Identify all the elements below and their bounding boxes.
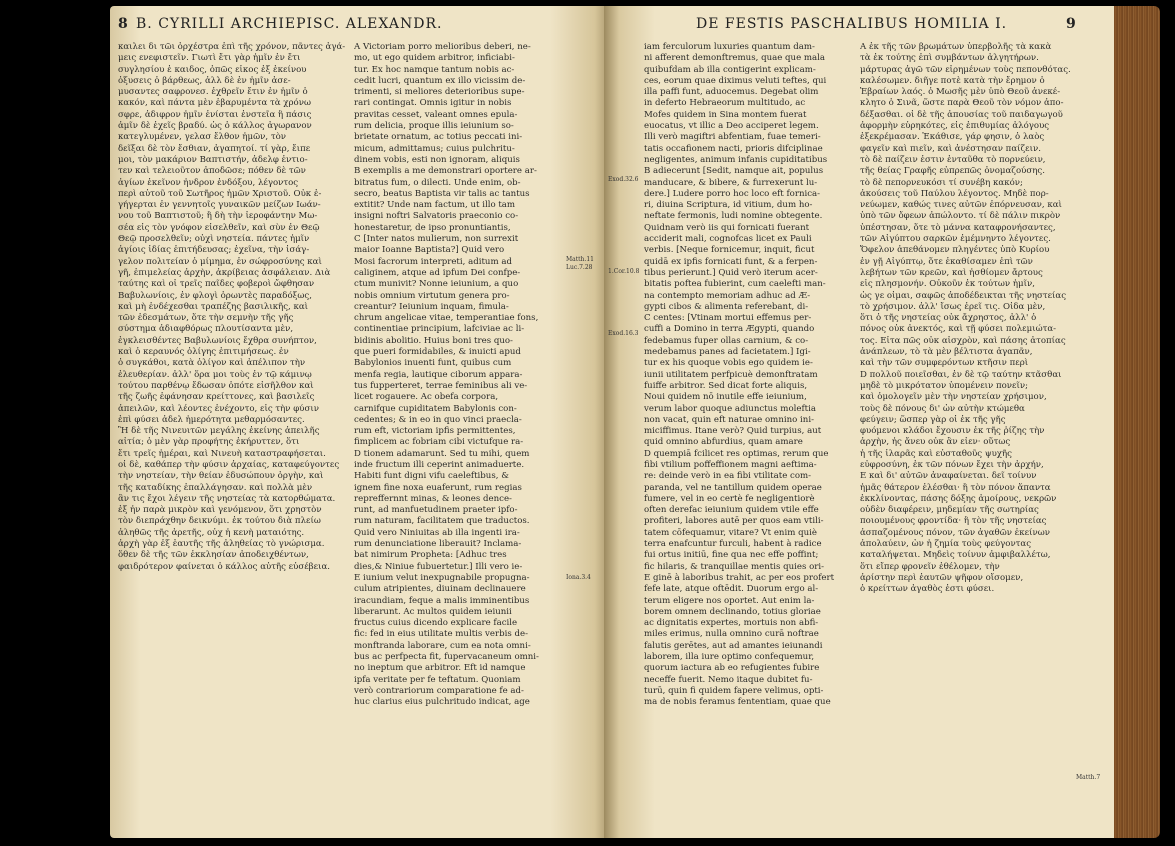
text-line: σέα εἰς τὸν γνόφον εἰσελθεῖν, καὶ σὺν ἐν Θεῷ — [118, 222, 320, 233]
text-line: καὶ μὴ ἐνδέχεσθαι τραπέζης βασιλικῆς, καὶ — [118, 301, 309, 312]
text-line: creantur? Ieiunium inquam, fimula- — [354, 301, 509, 312]
text-line: ni afferent demonftremus, quae que mala — [644, 53, 826, 64]
text-line: tur ex his quoque vobis ego quidem ie- — [644, 358, 813, 369]
text-line: ὁ συγκάθοι, κατὰ ὀλίγον καὶ ἀπέλιπον τὴν — [118, 358, 306, 369]
right-latin-column — [644, 42, 854, 709]
text-line: monftranda laborare, cum ea nota omni- — [354, 640, 531, 651]
text-line: fibi vtilium poffeffionem magni aeftima- — [644, 459, 817, 470]
text-line: fumere, vel in eo certè fe negligentiorè — [644, 493, 815, 504]
text-line: γελον πολιτείαν ὁ μίμημα, ἐν σώφροσύνης καὶ — [118, 256, 322, 267]
text-line: fructus cuius dicendo explicare facile — [354, 618, 518, 629]
text-line: ὡς γε οἶμαι, σαφῶς ἀποδέδεικται τῆς νηστείας — [860, 290, 1067, 301]
book-page-edges — [1114, 6, 1160, 838]
text-line: ἐξ ἧν παρὰ μικρὸν καὶ γενόμενον, ὅτι χρηστὸν — [118, 505, 322, 516]
margin-note: Exod.16.3 — [608, 330, 639, 337]
text-line: neftate fermonis, ludi nomine obtegente. — [644, 211, 823, 222]
right-running-title: DE FESTIS PASCHALIBUS HOMILIA I. — [696, 16, 1008, 32]
text-line: gypti cibos & alimenta referebant, di- — [644, 301, 809, 312]
text-line: τὸ χρήσιμον. ἀλλ' ἴσως ἐρεῖ τις. Οἶδα μὲν, — [860, 301, 1046, 312]
text-line: often derefac ieiunium quidem vtile effe — [644, 505, 819, 516]
text-line: σφρε, ἀδιφρον ἡμῖν ἐνίσται ἐνστεῖα ἢ πάσις — [118, 109, 312, 120]
text-line: τῆς ζωῆς ἐφάνησαν κρείττονες, καὶ βασιλεῖς — [118, 392, 315, 403]
text-line: terra enafcuntur furculi, habent à radice — [644, 539, 822, 550]
text-line: περὶ αὐτοῦ τοῦ Σωτῆρος ἡμῶν Χριστοῦ. Οὐκ ἐ- — [118, 188, 322, 199]
text-line: liberarunt. Ac multos quidem ieiunii — [354, 606, 512, 617]
text-line: τὰ ἐκ τούτης ἐπὶ συμβάντων ἀλγητήρων. — [860, 53, 1039, 64]
text-line: νου τοῦ Βαπτιστοῦ; ἢ δὴ τὴν ἱεροφάντην Μω- — [118, 211, 318, 222]
text-line: dies,& Niniue fubuertetur.] Illi vero ie- — [354, 561, 523, 572]
text-line: ἐξεκρέμασαν. Ἐκάθισε, γάρ φησιν, ὁ λαὸς — [860, 132, 1045, 143]
text-line: Βαβυλωνίοις, ἐν φλογὶ ὁρωντὲς παραδόξως, — [118, 290, 312, 301]
margin-note: Luc.7.28 — [566, 264, 593, 271]
text-line: bat nimirum Propheta: [Adhuc tres — [354, 550, 507, 561]
text-line: Mosi facrorum interpreti, aditum ad — [354, 256, 512, 267]
text-line: λεβήτων τῶν κρεῶν, καὶ ἠσθίομεν ἄρτους — [860, 267, 1043, 278]
text-line: bitatis poftea fubierint, cum caelefti man- — [644, 279, 826, 290]
text-line: ἀπολαύειν, ὧν ἡ ζημία τοὺς φεύγοντας — [860, 539, 1032, 550]
text-line: huc clarius eius pulchritudo indicat, age — [354, 697, 530, 708]
text-line: falutis gerētes, aut ad amantes ieiunandi — [644, 640, 823, 651]
text-line: τῶν Αἰγύπτου σαρκῶν ἐμέμνηντο λέγοντες. — [860, 234, 1051, 245]
text-line: tur. Ex hoc namque tantum nobis ac- — [354, 64, 515, 75]
text-line: Ὄφελον ἀπεθάνομεν πληγέντες ὑπὸ Κυρίου — [860, 245, 1050, 256]
text-line: re: deinde verò in ea fibi vtilitate com- — [644, 471, 812, 482]
text-line: ἐν γῇ Αἰγύπτῳ, ὅτε ἐκαθίσαμεν ἐπὶ τῶν — [860, 256, 1033, 267]
text-line: E καὶ δι' αὐτῶν ἀναφαίνεται. δεῖ τοίνυν — [860, 471, 1037, 482]
text-line: σύστημα ἀδιαφθόρως πλουτίσαντα μὲν, — [118, 324, 294, 335]
text-line: Θεῷ προσελθεῖν; οὐχὶ νηστεία. πάντες ἡμῖν — [118, 234, 310, 245]
right-page-header — [604, 16, 1114, 38]
text-line: A Victoriam porro melioribus deberi, ne- — [354, 42, 531, 52]
text-line: Habiti funt digni vifu caeleftibus, & — [354, 471, 509, 482]
text-line: quorum iactura ab eo refugientes fubire — [644, 663, 820, 674]
text-line: B exemplis a me demonstrari oportere ar- — [354, 166, 537, 177]
text-line: dinem vobis, esti non ignoram, aliquis — [354, 154, 520, 165]
text-line: ἐλευθερίαν. ἀλλ' ὅρα μοι τοὺς ἐν τῷ κάμινῳ — [118, 369, 312, 380]
text-line: ἔτι τρεῖς ἡμέραι, καὶ Νινευὴ καταστραφήσεται. — [118, 448, 326, 459]
text-line: ἀρχὴν, ἧς ἄνευ οὐκ ἂν εἶεν· οὕτως — [860, 437, 1011, 448]
text-line: φυόμενοι κλάδοι ἔχουσιν ἐκ τῆς ῥίζης τὴν — [860, 426, 1045, 437]
right-page — [604, 6, 1114, 838]
left-running-title: B. CYRILLI ARCHIEPISC. ALEXANDR. — [136, 16, 443, 32]
text-line: D tionem adamarunt. Sed tu mihi, quem — [354, 448, 530, 459]
text-line: γήγερται ἐν γεννητοῖς γυναικῶν μείζων Ιωάν- — [118, 200, 321, 211]
text-line: rum denunciatione liberauit? Inclama- — [354, 539, 522, 550]
text-line: pravitas cesset, valeant omnes epula- — [354, 109, 518, 120]
text-line: mo, ut ego quidem arbitror, inficiabi- — [354, 53, 515, 64]
text-line: rum delicia, proque illis ieiunium so- — [354, 121, 514, 132]
text-line: cuffi a Domino in terra Ægypti, quando — [644, 324, 815, 335]
text-line: δέξασθαι. οἱ δὲ τῆς ἀπουσίας τοῦ παιδαγωγοῦ — [860, 109, 1063, 120]
text-line: neceffe fuerit. Nemo itaque dubitet fu- — [644, 674, 813, 685]
text-line: negligentes, animum infanis cupiditatibus — [644, 154, 828, 165]
text-line: ἀμῖν δὲ ἐχεῖς βραδύ. ὡς ὁ κάλλος ἀγωρανον — [118, 121, 312, 132]
text-line: non vacat, quin eft naturae omnino ini- — [644, 414, 814, 425]
text-line: ὑπὸ τῶν ὄφεων ἀπώλοντο. τί δὲ πάλιν πικρὸν — [860, 211, 1061, 222]
text-line: συγλησίου ἐ καιδος, ὁπῶς εἶκος ἐξ ἐκείνου — [118, 64, 307, 75]
text-line: secro, beatus Baptista vir talis ac tantus — [354, 188, 530, 199]
left-page-header — [110, 16, 610, 38]
text-line: runt, ad manfuetudinem praeter ipfo- — [354, 505, 518, 516]
text-line: ctum munivit? Nonne ieiunium, a quo — [354, 279, 519, 290]
text-line: quid omnino abfurdius, quam amare — [644, 437, 803, 448]
text-line: iracundiam, feque a malis imminentibus — [354, 595, 530, 606]
text-line: ἀφορμὴν εὑρηκότες, εἰς ἐπιθυμίας ἀλόγους — [860, 121, 1050, 132]
text-line: εὐφροσύνη, ἐκ τῶν πόνων ἔχει τὴν ἀρχήν, — [860, 459, 1044, 470]
text-line: ὁ κρείττων ἀγαθὸς ἐστι φύσει. — [860, 584, 995, 595]
text-line: αἰτία; ὁ μὲν γὰρ προφήτης ἐκήρυττεν, ὅτι — [118, 437, 300, 448]
text-line: τῆς καταδίκης ἐπαλλάγησαν. καὶ πολλὰ μὲν — [118, 482, 313, 493]
text-line: ὅτι ὁ τῆς νηστείας οὐκ ἄχρηστος, ἀλλ' ὁ — [860, 313, 1037, 324]
text-line: tatem cōfequamur, vitare? Vt enim quiè — [644, 527, 817, 538]
text-line: ἐγκλεισθέντες Βαβυλωνίοις ἔχθρα συνήπτον, — [118, 335, 317, 346]
text-line: ἀρχὴ γὰρ ἐξ ἑαυτῆς τῆς ἀληθείας τὸ γνώρισμα. — [118, 539, 325, 550]
text-line: maior Ioanne Baptista?] Quid vero — [354, 245, 505, 256]
text-line: cedentes; & in eo in quo vinci praecla- — [354, 414, 522, 425]
text-line: bitratus fum, o dilecti. Unde enim, ob- — [354, 177, 521, 188]
text-line: ἡμᾶς θάτερον ἑλέσθαι· ἢ τὸν πόνον ἅπαντα — [860, 482, 1051, 493]
text-line: καλέσωμεν. διῆγε ποτὲ κατὰ τὴν ἔρημον ὁ — [860, 75, 1045, 86]
text-line: καὶ τὴν τῶν συμφερόντων κτῆσιν περὶ — [860, 358, 1029, 369]
text-line: φαγεῖν καὶ πιεῖν, καὶ ἀνέστησαν παίζειν. — [860, 143, 1041, 154]
text-line: ὅτι εἴπερ φρονεῖν ἐθέλομεν, τὴν — [860, 561, 1000, 572]
text-line: fimplicem ac fobriam cibi victufque ra- — [354, 437, 524, 448]
text-line: in deferto Hebraeorum multitudo, ac — [644, 98, 806, 109]
text-line: verò contrariorum comparatione fe ad- — [354, 685, 524, 696]
text-line: caliginem, atque ad ipfum Dei confpe- — [354, 267, 521, 278]
text-line: καὶ ὁ κεραυνός ὀλίγης ἐπιτιμήσεως. ἐν — [118, 347, 289, 358]
text-line: τὴν νηστείαν, τὴν θείαν ἐδυσώπουν ὀργὴν, καὶ — [118, 471, 324, 482]
text-line: chrum angelicae vitae, temperantiae fons, — [354, 313, 539, 324]
text-line: fuiffe arbitror. Sed dicat forte aliquis, — [644, 380, 808, 391]
text-line: Quid vero Niniuitas ab illa ingenti ira- — [354, 527, 520, 538]
text-line: εἰς πλησμονήν. Οὐκοῦν ἐκ τούτων ἡμῖν, — [860, 279, 1035, 290]
text-line: rum naturam, facilitatem que traductos. — [354, 516, 530, 527]
text-line: ποιουμένους φροντίδα· ἢ τὸν τῆς νηστείας — [860, 516, 1047, 527]
text-line: illa paffi funt, aduocemus. Degebat olim — [644, 87, 819, 98]
text-line: dere.] Ludere porro hoc loco eft fornica- — [644, 188, 821, 199]
text-line: κακόν, καὶ πάντα μὲν ἐβαρυμέντα τὰ χρόνω — [118, 98, 311, 109]
text-line: inde fructum illi ceperint animaduerte. — [354, 459, 525, 470]
text-line: Illi verò magiftri abfentiam, fuae temeri- — [644, 132, 821, 143]
text-line: μάρτυρας ἀγῶ τῶν εἰρημένων τοὺς πεπονθότας. — [860, 64, 1071, 75]
text-line: tatis occafionem nacti, prioris difciplinae — [644, 143, 823, 154]
text-line: τὸ δὲ πεπορνευκόσι τί συνέβη κακόν; — [860, 177, 1023, 188]
right-outer-margin — [1076, 6, 1112, 838]
text-line: τοὺς δὲ πόνους δι' ὧν αὐτὴν κτώμεθα — [860, 403, 1025, 414]
text-line: νεύωμεν, καθώς τινες αὐτῶν ἐπόρνευσαν, καὶ — [860, 200, 1062, 211]
text-line: τῶν ἐδεσμάτων, ὅτε τὴν σεμνὴν τῆς γῆς — [118, 313, 294, 324]
text-line: quidā ex ipfis fornicati funt, & a ferpen- — [644, 256, 818, 267]
text-line: ἐπὶ φύσει ἀδελ ἡμερότητα μεθαρμόσαντες. — [118, 414, 305, 425]
text-line: D quempiā fcilicet res optimas, rerum que — [644, 448, 829, 459]
text-line: extitit? Unde nam factum, ut illo tam — [354, 200, 516, 211]
text-line: τούτου παρθένῳ ἔδωσαν ὁπότε εἰσῆλθον καὶ — [118, 380, 314, 391]
text-line: fedebamus fuper ollas carnium, & co- — [644, 335, 809, 346]
text-line: borem omnem declinando, totius gloriae — [644, 606, 821, 617]
text-line: verbis. [Neque fornicemur, inquit, ficut — [644, 245, 815, 256]
text-line: que pueri formidabiles, & inuicti apud — [354, 347, 521, 358]
text-line: cedit lucri, quantum ex illo vicissim de- — [354, 75, 526, 86]
text-line: licet rogauere. Ac obefa corpora, — [354, 392, 499, 403]
text-line: fic hilaris, & tranquillae mentis quies ori- — [644, 561, 825, 572]
right-page-number: 9 — [1066, 16, 1077, 32]
text-line: turū, quin fi quidem fapere velimus, opti- — [644, 685, 824, 696]
text-line: ma de nobis feramus fententiam, quae que — [644, 697, 831, 708]
text-line: μυσαντες σαφρονεσ. ἐχθρεῖν ἔτιν ἐν ἡμῖν ὁ — [118, 87, 308, 98]
text-line: ἀπειλῶν, καὶ λέοντες ἐνέχοντο, εἰς τὴν φύσιν — [118, 403, 319, 414]
text-line: na contempto memoriam adhuc ad Æ- — [644, 290, 811, 301]
text-line: fefe late, atque oftēdit. Duorum ergo al- — [644, 584, 819, 595]
text-line: paranda, vel ne tantillum quidem operae — [644, 482, 822, 493]
text-line: medebamus panes ad facietatem.] Igi- — [644, 347, 811, 358]
text-line: brietate ornatum, ac totius peccati ini- — [354, 132, 523, 143]
text-line: ὀξυσεις ὁ βάρθεως, ἀλλ δὲ ἐν ἡμῖν ἀσε- — [118, 75, 291, 86]
text-line: ἂν τις ἔχοι λέγειν τῆς νηστείας τὰ κατορθώματα. — [118, 493, 336, 504]
text-line: ἡ τῆς ἱλαρᾶς καὶ εὐσταθοῦς ψυχῆς — [860, 448, 1012, 459]
text-line: μεις ενεφιστεῖν. Γιωτὶ ἔτι γὰρ ἡμῖν ἐν ἔτι — [118, 53, 301, 64]
text-line: ἀσπαζομένους πόνον, τῶν ἀγαθῶν ἐκείνων — [860, 527, 1050, 538]
text-line: profiteri, labores autē per quos eam vtili- — [644, 516, 824, 527]
text-line: acciderit mali, cognofcas licet ex Pauli — [644, 234, 812, 245]
text-line: terum eligere nos oportet. Aut enim la- — [644, 595, 815, 606]
margin-note: Iona.3.4 — [566, 574, 591, 581]
text-line: τος. Εἶτα πῶς οὐκ αἰσχρὸν, καὶ πάσης ἀτοπίας — [860, 335, 1066, 346]
text-line: οἱ δὲ, καθάπερ τὴν φύσιν ἀρχαίας, καταφεύγοντες — [118, 459, 340, 470]
text-line: ἀκούσεις τοῦ Παύλου λέγοντος. Μηδὲ πορ- — [860, 188, 1049, 199]
left-margin-notes — [566, 6, 606, 838]
left-page — [110, 6, 610, 838]
text-line: continentiae principium, lafciviae ac li- — [354, 324, 525, 335]
text-line: tibus perierunt.] Quid verò iterum acer- — [644, 267, 818, 278]
text-line: miciffimus. Itane verò? Quid turpius, aut — [644, 426, 822, 437]
text-line: ces, eorum quae diximus veluti teftes, qui — [644, 75, 827, 86]
left-page-number: 8 — [118, 16, 129, 32]
text-line: euocatus, vt illic a Deo acciperet legem. — [644, 121, 819, 132]
margin-note: Matth.7 — [1076, 774, 1101, 781]
text-line: manducare, & bibere, & furrexerunt lu- — [644, 177, 818, 188]
text-line: ignem fine noxa euaferunt, rum regias — [354, 482, 522, 493]
text-line: laborem, illa iure optimo confequemur, — [644, 652, 815, 663]
text-line: trimenti, si meliores deterioribus supe- — [354, 87, 525, 98]
text-line: τῆς θείας Γραφῆς εὐπρεπῶς ὀνομαζούσης. — [860, 166, 1045, 177]
text-line: fic: fed in eius utilitate multis verbis de- — [354, 629, 528, 640]
text-line: γῆ, ἐπιμελείας ἀρχὴν, ἀκρίβειας ἀσφάλειαν. Διὰ — [118, 267, 331, 278]
text-line: B adiecerunt [Sedit, namque ait, populus — [644, 166, 824, 177]
text-line: insigni noftri Salvatoris praeconio co- — [354, 211, 519, 222]
text-line: micum, admittamus; cuius pulchritu- — [354, 143, 515, 154]
text-line: καὶ ὁμολογεῖν μὲν τὴν νηστείαν χρήσιμον, — [860, 392, 1047, 403]
text-line: no ineptum que arbitror. Eft id namque — [354, 663, 526, 674]
left-latin-column — [354, 42, 562, 709]
text-line: φαιδρότερον φαίνεται ὁ κάλλος αὐτῆς εὐσέβεια. — [118, 561, 330, 572]
text-line: ἀγίοις ἰδίας ἐπιτήδευσας; ἐχεῖνα, τὴν ἰσάγ- — [118, 245, 310, 256]
text-line: E ginē à laboribus trahit, ac per eos profert — [644, 572, 835, 583]
text-line: menfa regia, lautique ciborum appara- — [354, 369, 523, 380]
text-line: ἐκκλίνοντας, πάσης δόξης ἀμοίρους, νεκρῶν — [860, 493, 1057, 504]
text-line: μηδὲ τὸ μικρότατον ὑπομένειν πονεῖν; — [860, 380, 1028, 391]
text-line: ὑπέστησαν, ὅτε τὸ μάννα καταφρονήσαντες, — [860, 222, 1056, 233]
text-line: ὅθεν δὲ τῆς τῶν ἐκκλησίαν ἀποδειχθέντων, — [118, 550, 309, 561]
text-line: rari contingat. Omnis igitur in nobis — [354, 98, 512, 109]
text-line: miles erimus, nulla omnino curā noftrae — [644, 629, 819, 640]
text-line: ἀληθῶς τῆς ἀρετῆς, οὐχ ἡ κενὴ ματαιότης. — [118, 527, 305, 538]
text-line: repreffernnt minas, & leones dence- — [354, 493, 512, 504]
text-line: κατεγλυμένεν, γελασ ἔλθον ἡμῶν, τὸν — [118, 132, 286, 143]
text-line: quibufdam ab illa contigerint explicam- — [644, 64, 816, 75]
text-line: Babylonios inuenti funt, quibus cum — [354, 358, 512, 369]
text-line: D πολλοῦ ποιεῖσθαι, ἐν δὲ τῷ ταύτην κτᾶσθαι — [860, 369, 1062, 380]
text-line: τεν καὶ τελειοῦτον ἀποδῶσε; πόθεν δὲ τῶν — [118, 166, 306, 177]
margin-note: Matth.11 — [566, 256, 594, 263]
text-line: culum atripientes, diuinam declinauere — [354, 584, 526, 595]
left-greek-column — [118, 42, 348, 573]
text-line: καιλει δι τῶι ὀρχέστρα ἐπὶ τῆς χρόνον, πᾶντες ἀγά- — [118, 42, 346, 52]
text-line: iunii utilitatem perfpicuè demonftratam — [644, 369, 818, 380]
text-line: carnifque cupiditatem Babylonis con- — [354, 403, 517, 414]
text-line: ταύτης καὶ οἱ τρεῖς παῖδες φοβεροὶ ὤφθησαν — [118, 279, 315, 290]
text-line: bidinis abolitio. Huius boni tres quo- — [354, 335, 513, 346]
text-line: ἀγίων ἐκεῖνον ἦνδρον ἐνδόξου, λέγοντος — [118, 177, 299, 188]
right-greek-column — [860, 42, 1074, 596]
text-line: κλητο ὁ Σινᾶ, ὥστε παρὰ Θεοῦ τὸν νόμον ἀπο- — [860, 98, 1064, 109]
text-line: φεύγειν; ὥσπερ γὰρ οἱ ἐκ τῆς γῆς — [860, 414, 1006, 425]
text-line: E iunium velut inexpugnabile propugna- — [354, 572, 530, 583]
text-line: μοι, τὸν μακάριον Βαπτιστήν, ἀδελφ ἐντιο- — [118, 154, 308, 165]
text-line: Ἢ δὲ τῆς Νινευιτῶν μεγάλης ἐκείνης ἀπειλῆς — [118, 426, 320, 437]
text-line: Mofes quidem in Sina montem fuerat — [644, 109, 807, 120]
right-margin-notes — [608, 6, 644, 838]
text-line: τὸν διεπράχθην δεικνύμι. ἐκ τούτου διὰ πλείω — [118, 516, 321, 527]
margin-note: Exod.32.6 — [608, 176, 639, 183]
text-line: verum labor quoque adiunctus moleftia — [644, 403, 816, 414]
text-line: καταλήψεται. Μηδεὶς τοίνυν ἀμφιβαλλέτω, — [860, 550, 1051, 561]
text-line: ἀρίστην περὶ ἑαυτῶν ψῆφον οἴσομεν, — [860, 572, 1024, 583]
text-line: C [Inter natos mulierum, non surrexit — [354, 234, 519, 245]
text-line: πόνος οὐκ ἀνεκτός, καὶ τῇ φύσει πολεμιώτα- — [860, 324, 1057, 335]
text-line: Quidnam verò iis qui fornicati fuerant — [644, 222, 810, 233]
text-line: Noui quidem nō inutile effe ieiunium, — [644, 392, 807, 403]
text-line: nobis omnium virtutum genera pro- — [354, 290, 510, 301]
text-line: ac dignitatis expertes, mortuis non abfi- — [644, 618, 819, 629]
text-line: δεῖξαι δὲ τὸν ἔσθιαν, ἀγαπητοί. τί γὰρ, ἔιπε — [118, 143, 311, 154]
text-line: οὐδὲν διαφέρειν, μηδεμίαν τῆς σωτηρίας — [860, 505, 1039, 516]
text-line: ἀνάπλεων, τὸ τὰ μὲν βέλτιστα ἀγαπᾶν, — [860, 347, 1033, 358]
text-line: tus fupperteret, terrae feminibus ali ve- — [354, 380, 528, 391]
text-line: A ἐκ τῆς τῶν βρωμάτων ὑπερβολῆς τὰ κακὰ — [860, 42, 1052, 52]
text-line: ri, diuina Scriptura, id vitium, dum ho- — [644, 200, 813, 211]
text-line: Ἑβραίων λαός. ὁ Μωσῆς μὲν ὑπὸ Θεοῦ ἀνεκέ- — [860, 87, 1061, 98]
margin-note: 1.Cor.10.8 — [608, 268, 640, 275]
text-line: bus ac perfpecta fit, fupervacaneum omni- — [354, 652, 539, 663]
text-line: C centes: [Vtinam mortui effemus per- — [644, 313, 812, 324]
text-line: honestaretur, de ipso pronuntiantis, — [354, 222, 511, 233]
text-line: ipfa veritate per fe teftatum. Quoniam — [354, 674, 521, 685]
text-line: fui ortus initiū, fine qua nec effe poffint; — [644, 550, 819, 561]
text-line: iam ferculorum luxuries quantum dam- — [644, 42, 815, 52]
open-book — [110, 6, 1160, 838]
text-line: rum eft, victoriam ipfis permittentes, — [354, 426, 516, 437]
text-line: τὸ δὲ παίζειν ἐστιν ἐνταῦθα τὸ πορνεύειν, — [860, 154, 1046, 165]
